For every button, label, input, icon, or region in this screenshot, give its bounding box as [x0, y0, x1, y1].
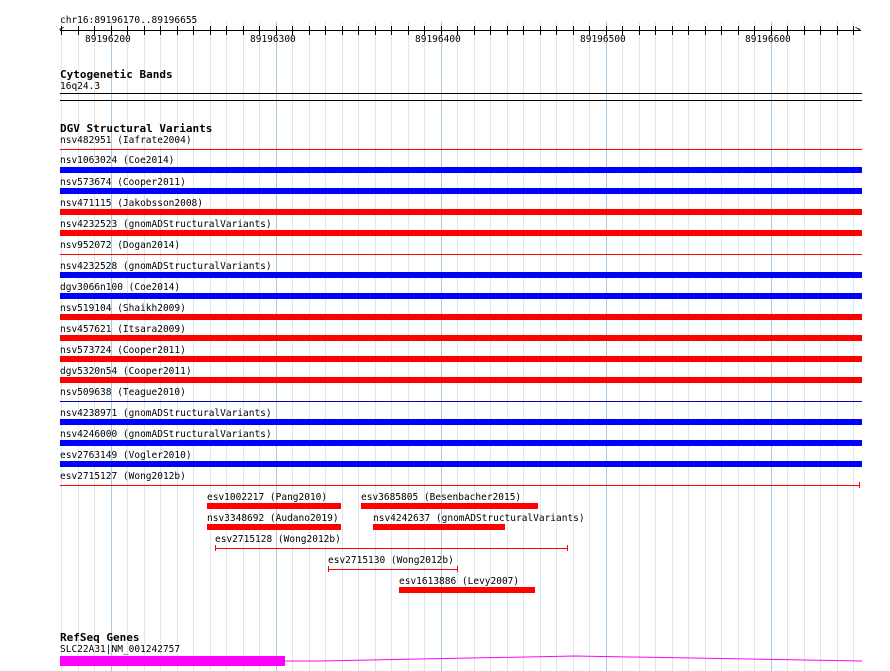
- variant-label: nsv4232528 (gnomADStructuralVariants): [60, 261, 272, 272]
- variant-label: nsv573674 (Cooper2011): [60, 177, 186, 188]
- variant-label: nsv519104 (Shaikh2009): [60, 303, 186, 314]
- variant-feature[interactable]: [60, 230, 862, 236]
- variant-feature[interactable]: [207, 503, 341, 509]
- variant-label: nsv573724 (Cooper2011): [60, 345, 186, 356]
- ruler-right-arrow-icon[interactable]: >: [855, 25, 861, 35]
- gene-label: SLC22A31|NM_001242757: [60, 644, 181, 655]
- variant-feature[interactable]: [60, 314, 862, 320]
- variant-feature[interactable]: [215, 548, 568, 549]
- variant-feature[interactable]: [60, 335, 862, 341]
- variant-feature[interactable]: [60, 293, 862, 299]
- variant-label: nsv471115 (Jakobsson2008): [60, 198, 203, 209]
- variant-label: esv3685805 (Besenbacher2015): [361, 492, 522, 503]
- variant-feature[interactable]: [207, 524, 341, 530]
- ruler-tick-label: 89196300: [250, 34, 296, 45]
- variant-label: nsv4246000 (gnomADStructuralVariants): [60, 429, 272, 440]
- cytoband-track-title[interactable]: Cytogenetic Bands: [60, 68, 173, 81]
- variant-feature[interactable]: [60, 419, 862, 425]
- variant-label: dgv3066n100 (Coe2014): [60, 282, 181, 293]
- variant-label: nsv509638 (Teague2010): [60, 387, 186, 398]
- cytoband-bar-bottom[interactable]: [60, 100, 862, 101]
- variant-feature[interactable]: [60, 461, 862, 467]
- variant-label: dgv5320n54 (Cooper2011): [60, 366, 192, 377]
- variant-label: nsv4238971 (gnomADStructuralVariants): [60, 408, 272, 419]
- ruler-left-arrow-icon[interactable]: <: [59, 25, 65, 35]
- variant-feature[interactable]: [60, 209, 862, 215]
- variant-feature[interactable]: [60, 485, 860, 486]
- variant-label: esv2715130 (Wong2012b): [328, 555, 454, 566]
- variant-feature[interactable]: [60, 149, 862, 150]
- variant-label: nsv4242637 (gnomADStructuralVariants): [373, 513, 585, 524]
- variant-feature[interactable]: [399, 587, 535, 593]
- variant-end-cap: [567, 545, 568, 551]
- variant-feature[interactable]: [328, 569, 458, 570]
- variant-label: nsv1063024 (Coe2014): [60, 155, 175, 166]
- ruler-tick-label: 89196200: [85, 34, 131, 45]
- variant-start-cap: [215, 545, 216, 551]
- variant-feature[interactable]: [60, 167, 862, 173]
- variant-feature[interactable]: [60, 440, 862, 446]
- ruler-tick-label: 89196400: [415, 34, 461, 45]
- variant-end-cap: [859, 482, 860, 488]
- cytoband-label: 16q24.3: [60, 81, 101, 92]
- variant-feature[interactable]: [60, 401, 862, 402]
- variant-label: esv2763149 (Vogler2010): [60, 450, 192, 461]
- variant-label: nsv4232523 (gnomADStructuralVariants): [60, 219, 272, 230]
- variant-feature[interactable]: [361, 503, 538, 509]
- variant-label: esv1613886 (Levy2007): [399, 576, 520, 587]
- ruler-tick-label: 89196500: [580, 34, 626, 45]
- ruler-axis: [60, 30, 861, 31]
- ruler-location: chr16:89196170..89196655: [60, 15, 198, 26]
- refseq-track-title[interactable]: RefSeq Genes: [60, 631, 140, 644]
- variant-end-cap: [457, 566, 458, 572]
- variant-label: nsv952072 (Dogan2014): [60, 240, 181, 251]
- variant-feature[interactable]: [60, 356, 862, 362]
- variant-label: esv2715127 (Wong2012b): [60, 471, 186, 482]
- variant-label: esv1002217 (Pang2010): [207, 492, 328, 503]
- variant-feature[interactable]: [60, 272, 862, 278]
- variant-feature[interactable]: [60, 188, 862, 194]
- dgv-track-title[interactable]: DGV Structural Variants: [60, 122, 213, 135]
- variant-start-cap: [328, 566, 329, 572]
- variant-label: nsv3348692 (Audano2019): [207, 513, 339, 524]
- gene-exon[interactable]: [60, 656, 285, 666]
- ruler-tick-label: 89196600: [745, 34, 791, 45]
- variant-feature[interactable]: [60, 254, 862, 255]
- variant-label: nsv457621 (Itsara2009): [60, 324, 186, 335]
- variant-label: nsv482951 (Iafrate2004): [60, 135, 192, 146]
- variant-feature[interactable]: [373, 524, 505, 530]
- gene-intron[interactable]: [285, 650, 865, 670]
- variant-label: esv2715128 (Wong2012b): [215, 534, 341, 545]
- variant-feature[interactable]: [60, 377, 862, 383]
- cytoband-bar-top[interactable]: [60, 93, 862, 94]
